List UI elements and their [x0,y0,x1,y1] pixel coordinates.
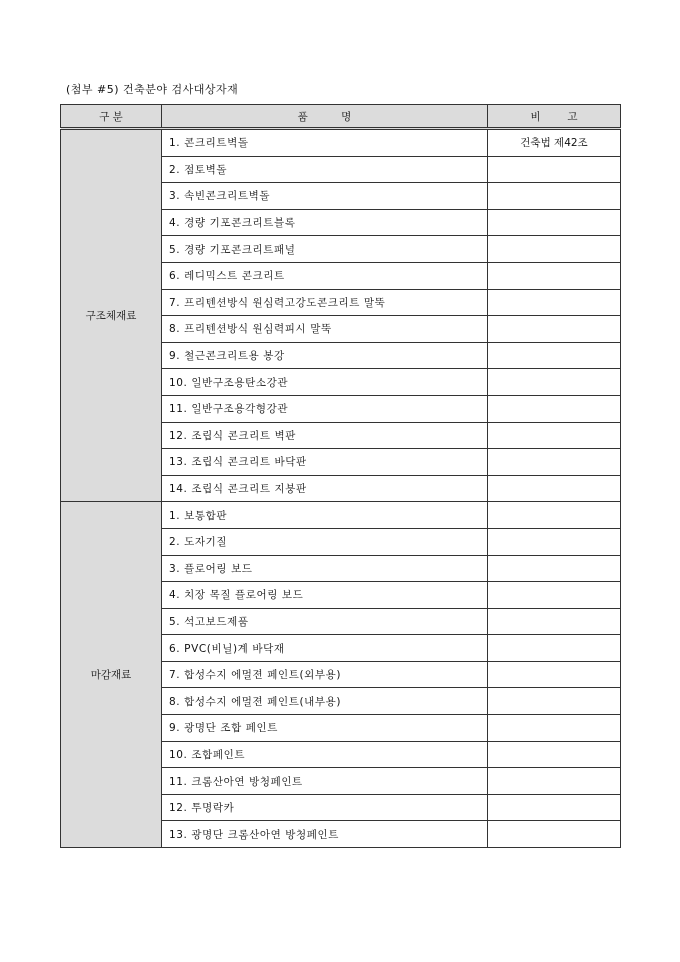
item-cell: 2. 도자기질 [162,528,488,555]
note-cell [488,768,621,795]
table-body [61,129,621,848]
table-row [61,502,621,529]
note-cell [488,821,621,848]
note-cell [488,475,621,502]
note-cell [488,342,621,369]
item-cell: 14. 조립식 콘크리트 지붕판 [162,475,488,502]
item-cell: 12. 조립식 콘크리트 벽판 [162,422,488,449]
note-cell [488,289,621,316]
header-category: 구 분 [61,105,162,129]
item-cell: 13. 조립식 콘크리트 바닥판 [162,449,488,476]
item-cell: 1. 보통합판 [162,502,488,529]
note-cell [488,369,621,396]
item-cell: 7. 합성수지 에멀젼 페인트(외부용) [162,661,488,688]
note-cell: 건축법 제42조 [488,129,621,157]
item-cell: 9. 광명단 조합 페인트 [162,715,488,742]
note-cell [488,183,621,210]
note-cell [488,555,621,582]
note-cell [488,688,621,715]
item-cell: 3. 속빈콘크리트벽돌 [162,183,488,210]
table-row [61,129,621,157]
note-cell [488,395,621,422]
header-note: 비 고 [488,105,621,129]
item-cell: 11. 일반구조용각형강관 [162,395,488,422]
item-cell: 12. 투명락카 [162,794,488,821]
item-cell: 8. 합성수지 에멀젼 페인트(내부용) [162,688,488,715]
note-cell [488,209,621,236]
note-cell [488,502,621,529]
document-caption: (첨부 #5) 건축분야 검사대상자재 [66,83,239,96]
note-cell [488,316,621,343]
header-item: 품 명 [162,105,488,129]
note-cell [488,422,621,449]
note-cell [488,635,621,662]
item-cell: 9. 철근콘크리트용 봉강 [162,342,488,369]
item-cell: 6. 레디믹스트 콘크리트 [162,262,488,289]
note-cell [488,794,621,821]
note-cell [488,582,621,609]
category-cell: 구조체재료 [61,129,162,502]
item-cell: 10. 일반구조용탄소강관 [162,369,488,396]
note-cell [488,236,621,263]
item-cell: 3. 플로어링 보드 [162,555,488,582]
note-cell [488,528,621,555]
item-cell: 11. 크롬산아연 방청페인트 [162,768,488,795]
note-cell [488,715,621,742]
item-cell: 7. 프리텐션방식 원심력고강도콘크리트 말뚝 [162,289,488,316]
note-cell [488,156,621,183]
item-cell: 4. 치장 목질 플로어링 보드 [162,582,488,609]
inspection-materials-table [60,104,621,848]
item-cell: 5. 경량 기포콘크리트패널 [162,236,488,263]
item-cell: 8. 프리텐션방식 원심력피시 말뚝 [162,316,488,343]
item-cell: 10. 조합페인트 [162,741,488,768]
item-cell: 1. 콘크리트벽돌 [162,129,488,157]
item-cell: 13. 광명단 크롬산아연 방청페인트 [162,821,488,848]
note-cell [488,449,621,476]
category-cell: 마감재료 [61,502,162,848]
item-cell: 6. PVC(비닐)계 바닥재 [162,635,488,662]
item-cell: 2. 점토벽돌 [162,156,488,183]
note-cell [488,741,621,768]
note-cell [488,608,621,635]
note-cell [488,262,621,289]
item-cell: 4. 경량 기포콘크리트블록 [162,209,488,236]
table-header-row [61,105,621,129]
item-cell: 5. 석고보드제품 [162,608,488,635]
note-cell [488,661,621,688]
